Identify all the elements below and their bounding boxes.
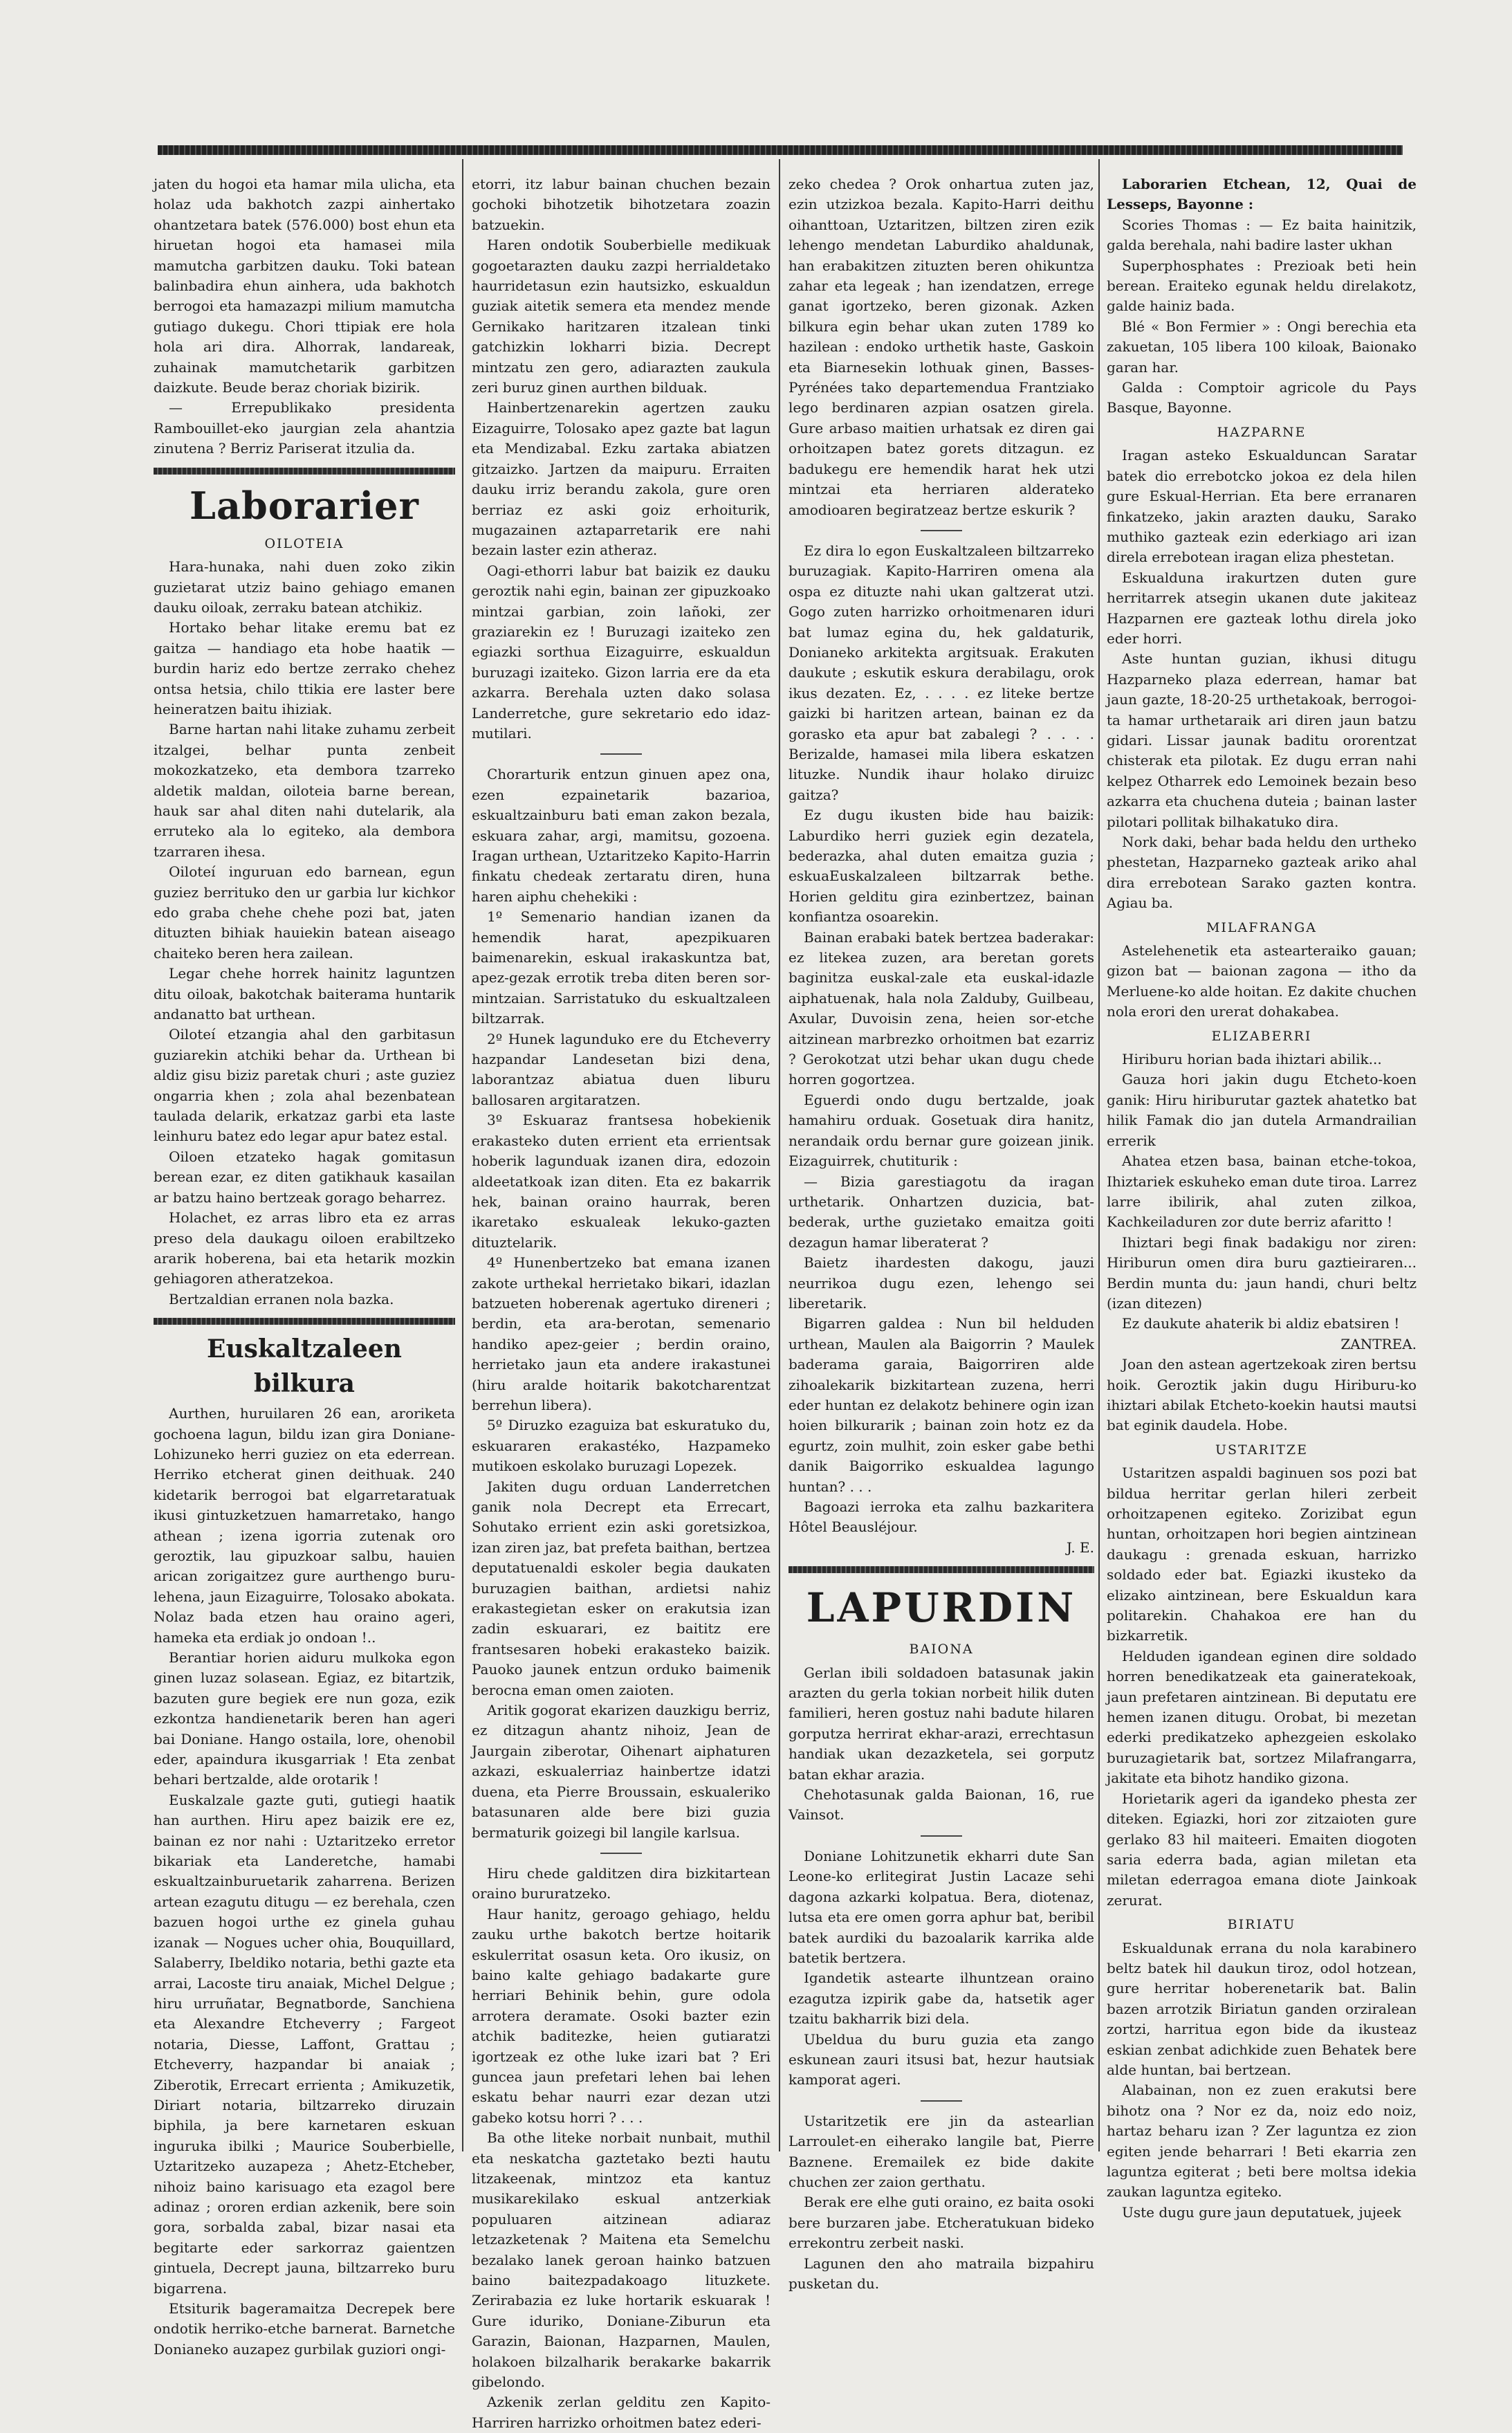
paragraph: Iragan asteko Eskualduncan Saratar batek dio errebotcko jokoa ez dela hilen gure Eskual-Herrian. Eta bere erranaren finkatzeko, jakin arazten dauku, Sarako muthiko gazteak ezin ederkiago ari izan direla errebotean iragan eliza phestetan. (1107, 447, 1417, 566)
paragraph: Helduden igandean eginen dire soldado horren benedikatzeak eta gaineratekoak, jaun prefetaren aintzinean. Bi deputatu ere hemen izanen ditugu. Orobat, bi mezetan ederki predikatzeko aphezgeien eskolako buruzagietarik bat, sortzez Milafrangarra, jakitate eta bihotz handiko gizona. (1107, 1647, 1417, 1787)
paragraph: Hara-hunaka, nahi duen zoko zikin guzietarat utziz baino gehiago emanen dauku oiloak, zerraku batean atchikiz. (154, 558, 455, 616)
paragraph: Aste huntan guzian, ikhusi ditugu Hazparneko plaza ederrean, hamar bat jaun gazte, 18-20-25 urthetakoak, berrogoi-ta hamar urthetaraik ari diren jaun batzu gidari. Lissar jaunak baditu ororentzat chisterak eta pilotak. Ez dugu erran nahi kelpez Otharrek edo Lemoinek bezain beso azkarra eta chuchena duteia ; bainan laster pilotari pollitak bilhakatuko dira. (1107, 650, 1417, 830)
paragraph: Barne hartan nahi litake zuhamu zerbeit itzalgei, belhar punta zenbeit mokozkatzeko, eta dembora tzarreko aldetik maldan, oiloteia barne berean, hauk sar ahal diten nahi dutelarik, ala erruteko ala lo egiteko, ala dembora tzarraren ihesa. (154, 721, 455, 860)
paragraph: — Errepublikako presidenta Rambouillet-eko jaurgian zela ahantzia zinutena ? Berriz Pariserat itzulia da. (154, 399, 455, 457)
subsection-title: BIRIATU (1227, 1917, 1296, 1933)
paragraph: Superphosphates : Prezioak beti hein berean. Eraiteko egunak heldu direlakotz, galde hainiz bada. (1107, 257, 1417, 315)
paragraph: 3º Eskuaraz frantsesa hobekienik erakasteko duten errient eta errientsak hoberik lagunduak izanen dira, edozoin aldeetatkoak izan diten. Eta ez bakarrik hek, bainan oraino haurrak, beren ikaretako eskualeak lekuko-gazten dituztelarik. (472, 1112, 771, 1251)
paragraph: Bigarren galdea : Nun bil helduden urthean, Maulen ala Baigorrin ? Maulek baderama garaia, Baigorriren alde zihoalekarik bizkitartean zuzena, herri eder huntan ez delakotz behinere ogin izan hoien bilkurarik ; bainan zoin hotz ez da egurtz, zoin mulhit, zoin esker gabe bethi danik Baigorriko eskualdea lagungo huntan? . . . (789, 1315, 1094, 1495)
paragraph: Gerlan ibili soldadoen batasunak jakin arazten du gerla tokian norbeit hilik duten familieri, heren gostuz nahi badute hilaren gorputza herrirat ekhar-arazi, errechtasun handiak ukan dezazketela, sei gorputz batan ekhar arazia. (789, 1664, 1094, 1783)
paragraph: 4º Hunenbertzeko bat emana izanen zakote urthekal herrietako bikari, idazlan batzueten hoberenak agertuko direneri ; berdin, eta ara-berotan, semenario handiko apez-geier ; berdin oraino, herrietako jaun eta andere irakastunei (hiru aralde hoitarik bakotcharentzat berrehun libera). (472, 1254, 771, 1413)
paragraph: — Bizia garestiagotu da iragan urthetarik. Onhartzen duzicia, bat-bederak, urthe guzietako emaitza goiti dezagun hamar liberaterat ? (789, 1173, 1094, 1251)
paragraph: Aritik gogorat ekarizen dauzkigu berriz, ez ditzagun ahantz nihoiz, Jean de Jaurgain ziberotar, Oihenart aiphaturen azkazi, eskualerriaz hainbertze idatzi duena, eta Pierre Broussain, eskualeriko batasunaren alde bere bizi guzia bermaturik goizegi bil langile karlsua. (472, 1702, 771, 1841)
paragraph: Igandetik astearte ilhuntzean oraino ezagutza izpirik gabe da, hatsetik ager tzaitu bakharrik bizi dela. (789, 1970, 1094, 2028)
paragraph: zeko chedea ? Orok onhartua zuten jaz, ezin utzizkoa bezala. Kapito-Harri deithu oihanttoan, Uztaritzen, biltzen ziren ezik lehengo mendetan Laburdiko ahaldunak, han erabakitzen zituzten beren ohikuntza zahar eta legeak ; han izendatzen, errege ganat igortzeko, beren gizonak. Azken bilkura egin behar ukan zuten 1789 ko hazilean : endoko urthetik haste, Gaskoin eta Biarnesekin lothuak ginen, Basses-Pyrénées tako departemendua Frantziako lego berdinaren azpian osatzen girela. Gure arbaso maitien urhatsak ez diren gai orhoitzapen batez gorets ditzagun. ez badukegu ere hemendik harat hek utzi mintzai eta herriaren alderateko amodioaren begiratzeaz bertze eskurik ? (789, 176, 1094, 518)
paragraph: Blé « Bon Fermier » : Ongi berechia eta zakuetan, 105 libera 100 kiloak, Baionako garan har. (1107, 318, 1417, 376)
paragraph: Ba othe liteke norbait nunbait, muthil eta neskatcha gaztetako bezti hautu litzakeenak, mintzoz eta kantuz musikarekilako eskual antzerkiak populuaren aitzinean adiaraz letzazketenak ? Maitena eta Semelchu bezalako lanek geroan hainko batzuen baino baitezpadakoago lituzkete. Zerirabazia ez luke hortarik eskuarak ! Gure iduriko, Doniane-Ziburun eta Garazin, Baionan, Hazparnen, Maulen, holakoen bilzalharik berakarke bakarrik gibelondo. (472, 2129, 771, 2391)
paragraph: Aurthen, huruilaren 26 ean, aroriketa gochoena lagun, bildu izan gira Doniane-Lohizuneko herri guziez on eta ederrean. Herriko etcherat ginen deithuak. 240 kidetarik berrogoi bat elgarretaratuak ikusi gintuzketzuen hamarretako, hango athean ; izena igorria zutenak oro geroztik, lau gipuzkoar salbu, hauien arican zorigaitzez gure aurthengo buru-lehena, jaun Eizaguirre, Tolosako abokata. Nolaz bada etzen hau oraino ageri, hameka eta erdiak jo ondoan !.. (154, 1405, 455, 1646)
paragraph: Ez dira lo egon Euskaltzaleen biltzarreko buruzagiak. Kapito-Harriren omena ala ospa ez dituzte nahi ukan galtzerat utzi. Gogo zuten harrizko orhoitmenaren iduri bat lumaz egina du, hek galdaturik, Donianeko arkitekta argitsuak. Erakuten daukute ; eskutik eskura derabilagu, orok ikus dezaten. Ez, . . . . ez liteke bertze gaizki bi haritzen artean, bainan ez da gorasko eta apur bat zabalegi ? . . . . Berizalde, hamasei mila libera eskatzen lituzke. Nundik ihaur holako diruizc gaitza? (789, 542, 1094, 803)
paragraph: Oiloteí inguruan edo barnean, egun guziez berrituko den ur garbia lur kichkor edo graba chehe chehe pozi bat, jaten dituzten bihiak hauiekin batean aiseago chaiteko beren hera zailean. (154, 863, 455, 962)
paragraph: Hiru chede galditzen dira bizkitartean oraino bururatzeko. (472, 1864, 771, 1902)
section-title-lapurdin: LAPURDIN (806, 1584, 1077, 1632)
subsection-title: BAIONA (909, 1642, 974, 1658)
paragraph: Chehotasunak galda Baionan, 16, rue Vainsot. (789, 1786, 1094, 1824)
paragraph: 2º Hunek lagunduko ere du Etcheverry hazpandar Landesetan bizi dena, laborantzaz abiatua duen liburu ballosaren argitaratzen. (472, 1030, 771, 1108)
paragraph: Jakiten dugu orduan Landerretchen ganik nola Decrept eta Errecart, Sohutako errient ezin aski goretsizkoa, izan ziren jaz, bat prefeta baithan, bertzea deputatuenaldi eskoler begia daukaten buruzagien baithan, ardietsi nahiz erakastegietan esker on erakutsia izan zadin eskuarari, ez baititz ere frantsesaren hobeki erakasteko baizik. Pauoko jaunek entzun orduko baimenik berocna eman omen zaioten. (472, 1478, 771, 1698)
paragraph: Ustaritzen aspaldi baginuen sos pozi bat bildua herritar gerlan hileri zerbeit orhoitzapenen egiteko. Zorizibat egun huntan, orhoitzapen hori begien aintzinean daukagu : grenada eskuan, harrizko soldado eder bat. Egiazki ikusteko da elizako aintzinean, bere Eskualdun kara politarekin. Chahakoa ere han du bizkarretik. (1107, 1465, 1417, 1644)
column-rule (462, 159, 463, 2151)
section-title-bilkura: Euskaltzaleen bilkura (207, 1334, 402, 1399)
paragraph: Gauza hori jakin dugu Etcheto-koen ganik: Hiru hiriburutar gaztek ahatetko bat hilik Famak dio jan dutela Armandrailian errerik (1107, 1071, 1417, 1149)
column-rule (779, 159, 780, 2151)
subsection-title: MILAFRANGA (1206, 919, 1318, 935)
paragraph: Holachet, ez arras libro eta ez arras preso dela daukagu oiloen erabiltzeko ararik hoberena, bai eta hetarik mozkin gehiagoren atheratzekoa. (154, 1209, 455, 1287)
column-rule (1098, 159, 1100, 2151)
paragraph: Hainbertzenarekin agertzen zauku Eizaguirre, Tolosako apez gazte bat lagun eta Mendizabal. Ezku zartaka abiatzen gitzaizko. Jartzen da maipuru. Erraiten dauku irriz berandu zakola, gure oren berriaz ez aski goiz erhoiturik, mugazainen aztaparretarik ere nahi bezain laster ezin atheraz. (472, 399, 771, 559)
separator (600, 753, 642, 755)
subsection-title: USTARITZE (1215, 1442, 1308, 1458)
paragraph: Ahatea etzen basa, bainan etche-tokoa, Ihiztariek eskuheko eman dute tiroa. Larrez larre ibilirik, ahal zuten zilkoa, Kachkeiladuren zor dute berriz afaritto ! (1107, 1153, 1417, 1231)
paragraph: Eskualduna irakurtzen duten gure herritarrek atsegin ukanen dute jakiteaz Hazparnen ere gazteak lothu direla joko eder horri. (1107, 569, 1417, 647)
paragraph: Berak ere elhe guti oraino, ez baita osoki bere burzaren jabe. Etcheratukuan bideko errekontru zerbeit naski. (789, 2194, 1094, 2252)
paragraph: Ustaritzetik ere jin da astearlian Larroulet-en eiherako langile bat, Pierre Baznene. Eremailek ez bide dakite chuchen zer zaion gerthatu. (789, 2112, 1094, 2190)
paragraph: Eguerdi ondo dugu bertzalde, joak hamahiru orduak. Gosetuak dira hanitz, nerandaik ordu bernar gure goizean jinik. Eizaguirrek, chutiturik : (789, 1091, 1094, 1170)
paragraph: Hiriburu horian bada ihiztari abilik... (1122, 1051, 1382, 1068)
column-2 (472, 174, 771, 2431)
paragraph: Astelehenetik eta astearteraiko gauan; gizon bat — baionan zagona — itho da Merluene-ko alde hoitan. Ez dakite chuchen nola erori den urerat dohakabea. (1107, 942, 1417, 1020)
paragraph: Ihiztari begi finak badakigu nor ziren: Hiriburun omen dira buru gaztieiraren... Berdin munta du: jaun handi, churi beltz (izan ditezen) (1107, 1233, 1417, 1312)
paragraph: Bainan erabaki batek bertzea baderakar: ez litekea zuzen, ara beretan gorets baginitza euskal-zale eta euskal-idazle aiphatuenak, hala nola Zalduby, Guilbeau, Axular, Duvoisin zena, heien sor-etche aitzinean marbrezko orhoitmen bat ezarriz ? Gerokotzat utzi behar ukan dugu chede horren gogortzea. (789, 928, 1094, 1088)
section-rule (154, 468, 455, 475)
paragraph: Joan den astean agertzekoak ziren bertsu hoik. Geroztik jakin dugu Hiriburu-ko ihiztari abilak Etcheto-koekin hautsi mautsi bat eginik daudela. Hobe. (1107, 1356, 1417, 1434)
paragraph: Azkenik zerlan gelditu zen Kapito-Harriren harrizko orhoitmen batez ederi- (472, 2394, 771, 2431)
paragraph: Hortako behar litake eremu bat ez gaitza — handiago eta hobe haatik — burdin hariz edo bertze zerrako chehez ontsa hetsia, chilo ttikia ere laster bere heineratzen baitu ihiziak. (154, 619, 455, 717)
paragraph: Eskualdunak errana du nola karabinero beltz batek hil daukun tiroz, odol hotzean, gure herritar hoberenetarik bat. Balin bazen arrotzik Biriatun ganden orziralean zortzi, harritua egon bide da ikusteaz eskian zenbat adichkide zuen Behatek bere alde huntan, bai bertzean. (1107, 1939, 1417, 2078)
subsection-title: HAZPARNE (1217, 424, 1307, 440)
paragraph: Haren ondotik Souberbielle medikuak gogoetarazten dauku zazpi herrialdetako haurridetasun ezin hautsizko, eskualdun guziak aitetik semera eta mendez mende Gernikako haritzaren itzalean tinki gatchizkin lokharri bizia. Decrept mintzatu zen gero, adiarazten zaukula zeri buruz ginen aurthen bilduak. (472, 237, 771, 396)
paragraph: Alabainan, non ez zuen erakutsi bere bihotz ona ? Nor ez da, noiz edo noiz, hartaz beharu izan ? Zer laguntza ez zion egiten jende beharrari ! Beti ekarria zen laguntza egiterat ; beti bere moltsa idekia zaukan laguntza egiteko. (1107, 2082, 1417, 2201)
section-rule (789, 1566, 1094, 1573)
column-3 (789, 174, 1094, 2292)
paragraph: Scories Thomas : — Ez baita hainitzik, galda berehala, nahi badire laster ukhan (1107, 216, 1417, 254)
paragraph: Oiloen etzateko hagak gomitasun berean ezar, ez diten gatikhauk kasailan ar batzu haino bertzeak gorago beharrez. (154, 1148, 455, 1206)
paragraph: Ez daukute ahaterik bi aldiz ebatsiren ! (1122, 1315, 1400, 1332)
paragraph: Doniane Lohitzunetik ekharri dute San Leone-ko erlitegirat Justin Lacaze sehi dagona azkarki kolpatua. Bera, diotenaz, lutsa eta ere omen gorra aphur bat, beribil batek aurdiki du bazoalarik karrika alde batetik bertzera. (789, 1847, 1094, 1966)
paragraph: Ez dugu ikusten bide hau baizik: Laburdiko herri guziek egin dezatela, bederazka, ahal duten emaitza guzia ; eskuaEuskalzaleen biltzarrak bethe. Horien gelditu gira ezinbertzez, bainan konfiantza osoarekin. (789, 807, 1094, 926)
paragraph: Nork daki, behar bada heldu den urtheko phestetan, Hazparneko gazteak ariko ahal dira errebotean Sarako gazten kontra. Agiau ba. (1107, 834, 1417, 912)
paragraph: Etsiturik bageramaitza Decrepek bere ondotik herriko-etche barnerat. Barnetche Donianeko auzapez gurbilak guziori ongi- (154, 2300, 455, 2358)
paragraph: Berantiar horien aiduru mulkoka egon ginen luzaz solasean. Egiaz, ez bitartzik, bazuten gure begiek ere nun goza, ezik ezkontza handienetarik beren han ageri bai Doniane. Hango ostaila, lore, ohenobil eder, apaindura ikusgarriak ! Eta zenbat behari bertzalde, alde orotarik ! (154, 1649, 455, 1788)
section-rule (154, 1318, 455, 1325)
column-1 (154, 174, 455, 2358)
paragraph: Horietarik ageri da igandeko phesta zer diteken. Egiazki, hori zor zitzaioten gure gerlako 83 hil maiteeri. Emaiten diogoten saria ederra bada, agian miletan eta miletan ederragoa emana diote Jainkoak zerurat. (1107, 1790, 1417, 1909)
separator (921, 2100, 962, 2102)
paragraph: Baietz ihardesten dakogu, jauzi neurrikoa dugu ezen, lehengo sei liberetarik. (789, 1254, 1094, 1312)
column-4 (1107, 174, 1417, 2221)
paragraph: Chorarturik entzun ginuen apez ona, ezen ezpainetarik bazarioa, eskualtzainburu bati eman zakon bezala, eskuara zahar, argi, mamitsu, gozoena. Iragan urthean, Uztaritzeko Kapito-Harrin finkatu chedeak zertaratu diren, huna haren aiphu chehekiki : (472, 766, 771, 905)
separator (921, 530, 962, 531)
paragraph: Oiloteí etzangia ahal den garbitasun guziarekin atchiki behar da. Urthean bi aldiz gisu biziz paretak churi ; aste guziez ongarria khen ; zola ahal bezenbatean taulada delarik, erkatzaz garbi eta laste leinhuru batez edo legar apur batez estal. (154, 1026, 455, 1145)
separator (921, 1835, 962, 1837)
subsection-title: ELIZABERRI (1211, 1028, 1312, 1044)
paragraph: Ubeldua du buru guzia eta zango eskunean zauri itsusi bat, hezur hautsiak kamporat ageri. (789, 2030, 1094, 2088)
paragraph: 5º Diruzko ezaguiza bat eskuratuko du, eskuararen erakastéko, Hazpameko mutikoen eskolako buruzagi Lopezek. (472, 1417, 771, 1475)
paragraph: etorri, itz labur bainan chuchen bezain gochoki bihotzetik bihotzetara zoazin batzuekin. (472, 176, 771, 233)
subsection-title: OILOTEIA (264, 535, 344, 551)
paragraph: Euskalzale gazte guti, gutiegi haatik han aurthen. Hiru apez baizik ere ez, bainan ez nor nahi : Uztaritzeko erretor bikariak eta Landeretche, hamabi eskualtzainburuetarik zaharrena. Berizen artean ezagutu ditugu — ez berehala, czen bazuen hogoi urthe ez ginela guhau izanak — Nogues ucher ohia, Bouquillard, Salaberry, Ibeldiko notaria, bethi gazte eta arrai, Lacoste tiru anaiak, Michel Delgue ; hiru urruñatar, Begnatborde, Sanchiena eta Alexandre Etcheverry ; Fargeot notaria, Diesse, Laffont, Grattau ; Etcheverry, hazpandar bi anaiak ; Ziberotik, Errecart errienta ; Amikuzetik, Diriart notaria, biltzarreko diruzain biphila, ja bere karnetaren eskuan inguruka ibilki ; Maurice Souberbielle, Uztaritzeko auzapeza ; Ahetz-Etcheber, nihoiz baino karisuago eta ezagol bere adinaz ; ororen erdian azkenik, bere soin gora, sorbalda zabal, bizar nasai eta begitarte eder sarkorraz gaientzen gintuela, Decrept jauna, biltzarreko buru bigarrena. (154, 1791, 455, 2297)
paragraph: Bagoazi ierroka eta zalhu bazkaritera Hôtel Beausléjour. (789, 1498, 1094, 1536)
paragraph: Bertzaldian erranen nola bazka. (169, 1290, 394, 1307)
paragraph: Legar chehe horrek hainitz laguntzen ditu oiloak, bakotchak baiterama huntarik andanatto bat urthean. (154, 965, 455, 1023)
paragraph: Haur hanitz, geroago gehiago, heldu zauku urthe bakotch bertze hoitarik eskulerritat osasun keta. Oro ikusiz, on baino kalte gehiago badakarte gure herriari Behinik behin, gure odola arrotera deramate. Osoki bazter ezin atchik baditezke, heien gutiaratzi igortzeak ez othe luke izari bat ? Eri guncea jaun prefetari lehen bai lehen eskatu behar naurri ezar dezan utzi gabeko kotsu horri ? . . . (472, 1905, 771, 2126)
signature: J. E. (1066, 1539, 1094, 1556)
section-title-laborarier: Laborarier (190, 483, 419, 528)
paragraph: Oagi-ethorri labur bat baizik ez dauku geroztik nahi egin, bainan zer gipuzkoako mintzai garbian, zoin lañoki, zer graziarekin ez ! Buruzagi izaiteko zen egiazki sorthua Eizaguirre, eskualdun buruzagi izaiteko. Gizon larria ere da eta azkarra. Berehala uzten dako solasa Landerretche, gure sekretario edo idaz-mutilari. (472, 562, 771, 742)
signature: ZANTREA. (1340, 1335, 1417, 1352)
top-double-rule (158, 145, 1403, 155)
paragraph: jaten du hogoi eta hamar mila ulicha, eta holaz uda bakhotch zazpi ainhertako ohantzetara batek (576.000) bost ehun eta hiruetan hogoi eta hamasei mila mamutcha garbitzen dauku. Toki batean balinbadira ehun ainhera, uda bakhotch berrogoi eta hamazazpi milium mamutcha gutiago dukegu. Chori ttipiak ere hola hola ari dira. Alhorrak, landareak, zuhainak mamutchetarik garbitzen daizkute. Beude beraz choriak bizirik. (154, 176, 455, 396)
paragraph: Galda : Comptoir agricole du Pays Basque, Bayonne. (1107, 379, 1417, 416)
paragraph: Lagunen den aho matraila bizpahiru pusketan du. (789, 2255, 1094, 2292)
separator (600, 1853, 642, 1854)
paragraph: Laborarien Etchean, 12, Quai de Lesseps, Bayonne : (1107, 176, 1417, 213)
paragraph: 1º Semenario handian izanen da hemendik harat, apezpikuaren baimenarekin, eskual irakaskuntza bat, apez-gezak errotik treba diten beren sor-mintzaian. Sarristatuko du eskualtzaleen biltzarrak. (472, 908, 771, 1027)
paragraph: Uste dugu gure jaun deputatuek, jujeek (1122, 2203, 1401, 2221)
